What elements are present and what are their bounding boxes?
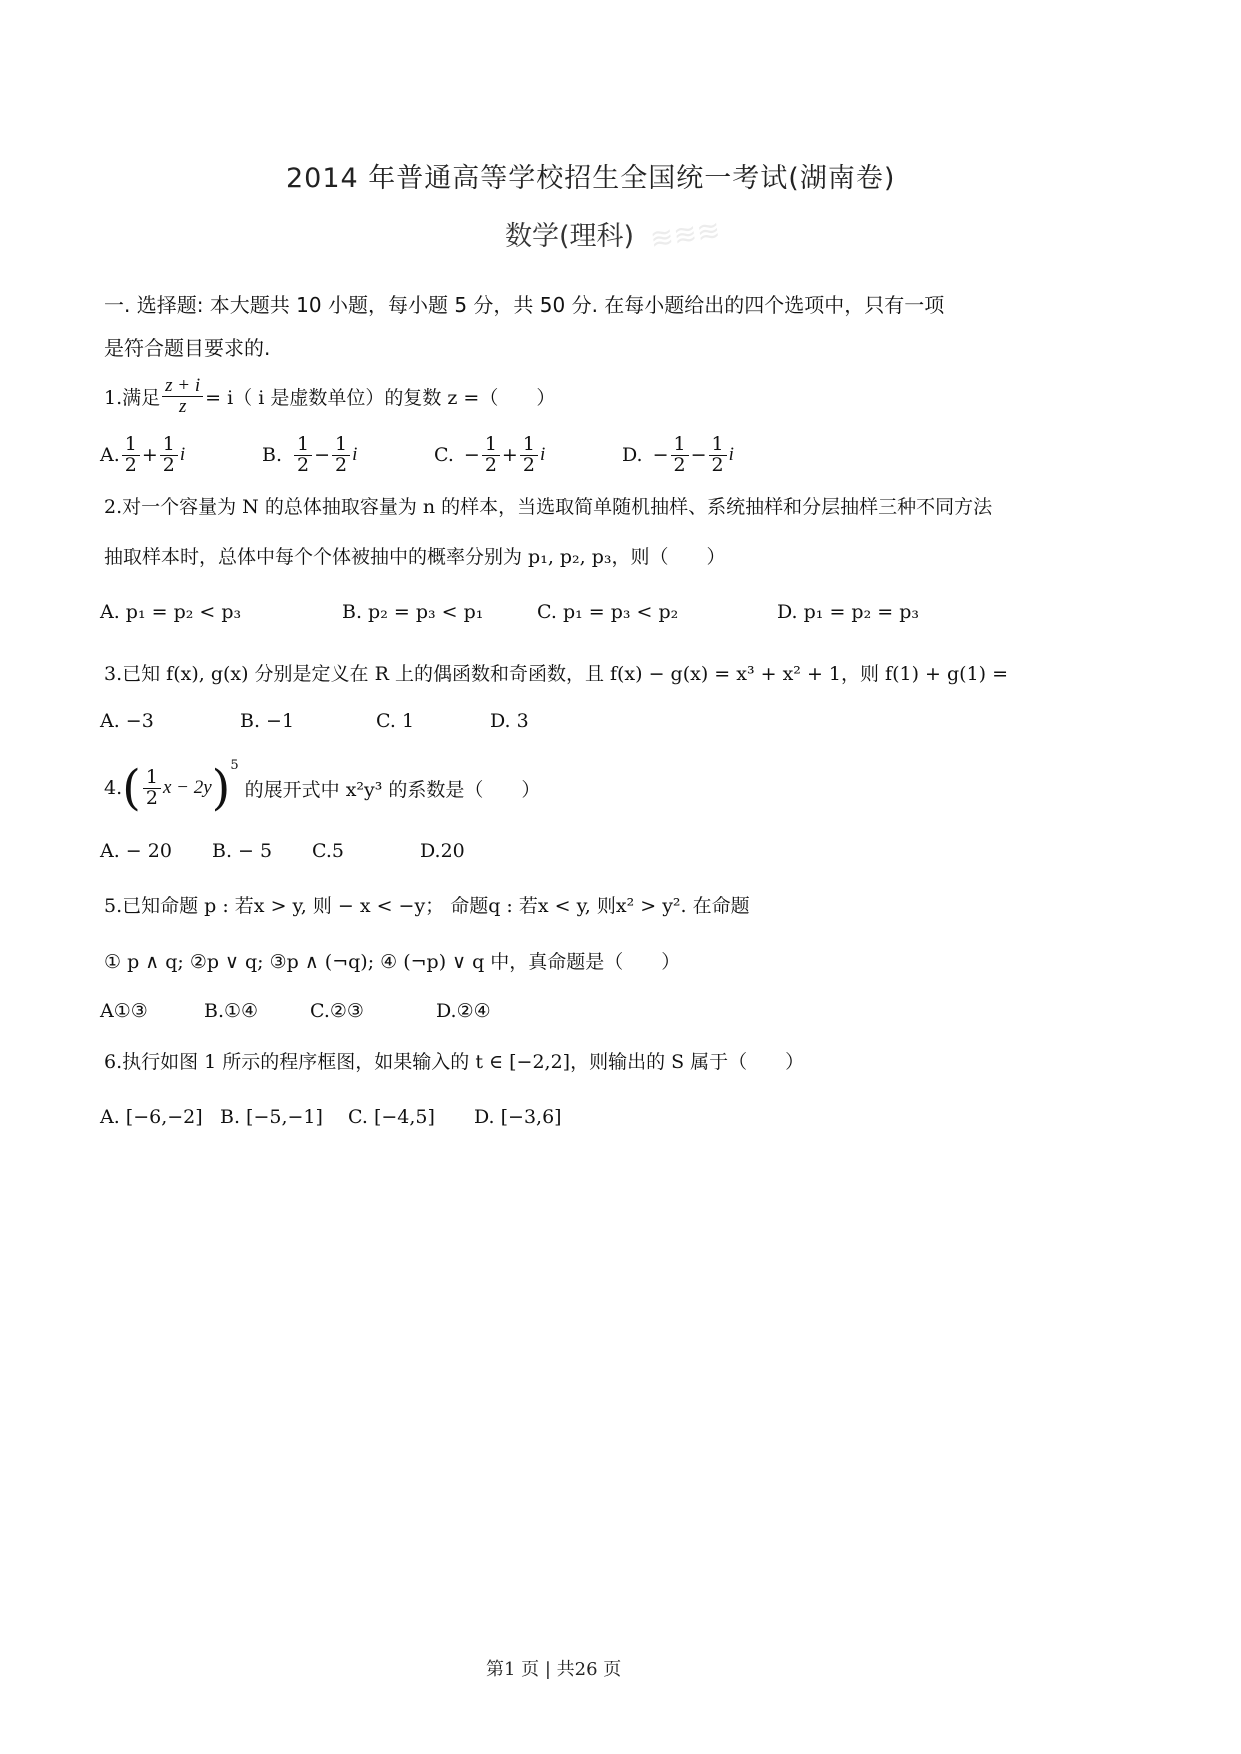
q1-num: 1 <box>122 435 140 456</box>
question-5-line1: 5.已知命题 p : 若x > y, 则 − x < −y； 命题q : 若x < y, 则x² > y². 在命题 <box>104 895 750 917</box>
q1-option-op: + <box>501 444 518 466</box>
q1-num: 1 <box>671 435 689 456</box>
q1-num: 1 <box>160 435 178 456</box>
page-footer: 第1 页 | 共26 页 <box>486 1659 622 1680</box>
q1-option-label: D. <box>622 444 643 466</box>
q3-option-b: B. −1 <box>240 710 295 732</box>
q6-option-a: A. [−6,−2] <box>100 1106 203 1128</box>
q1-option-frac <box>671 432 689 476</box>
q1-option-i: i <box>539 444 546 465</box>
q6-option-d: D. [−3,6] <box>474 1106 562 1128</box>
section-heading-line2: 是符合题目要求的. <box>104 336 271 360</box>
q2-option-c: C. p₁ = p₃ < p₂ <box>537 601 679 623</box>
q1-option-d <box>622 428 734 482</box>
watermark: ≋≋≋ <box>648 213 723 256</box>
q1-den: 2 <box>335 453 348 476</box>
page-title: 2014 年普通高等学校招生全国统一考试(湖南卷) <box>286 163 896 194</box>
q1-den: 2 <box>297 453 310 476</box>
q1-option-label: B. <box>262 444 283 466</box>
question-3: 3.已知 f(x), g(x) 分别是定义在 R 上的偶函数和奇函数，且 f(x) − g(x) = x³ + x² + 1，则 f(1) + g(1) = <box>104 663 1009 685</box>
q1-den: 2 <box>484 453 497 476</box>
q3-option-c: C. 1 <box>376 710 415 732</box>
q1-option-op: + <box>141 444 158 466</box>
question-1 <box>104 366 555 426</box>
question-2-line2: 抽取样本时，总体中每个个体被抽中的概率分别为 p₁, p₂, p₃，则（ ） <box>104 546 726 568</box>
q3-option-d: D. 3 <box>490 710 529 732</box>
q1-fraction <box>162 376 203 417</box>
q2-option-a: A. p₁ = p₂ < p₃ <box>100 601 242 623</box>
q1-option-frac <box>520 432 538 476</box>
q6-option-c: C. [−4,5] <box>348 1106 435 1128</box>
q4-frac-den: 2 <box>145 786 158 809</box>
q4-right-paren: ) <box>211 760 231 816</box>
q1-frac-num: z + i <box>162 376 203 397</box>
q4-frac-num: 1 <box>143 768 161 789</box>
q1-frac-den: z <box>178 395 187 417</box>
q4-option-a: A. − 20 <box>100 840 172 862</box>
q1-option-c <box>434 428 545 482</box>
q1-den: 2 <box>124 453 137 476</box>
q1-option-i: i <box>352 444 358 465</box>
q1-den: 2 <box>711 453 724 476</box>
q1-option-frac <box>332 432 350 476</box>
q4-rest: 的展开式中 x²y³ 的系数是（ ） <box>244 778 541 801</box>
q4-exponent: 5 <box>230 758 239 773</box>
q6-option-b: B. [−5,−1] <box>220 1106 323 1128</box>
q2-option-d: D. p₁ = p₂ = p₃ <box>777 601 919 623</box>
q4-prefix: 4. <box>104 777 123 799</box>
q1-option-frac <box>160 432 178 476</box>
q4-option-c: C.5 <box>312 840 344 862</box>
q1-option-i: i <box>728 444 734 465</box>
q2-option-b: B. p₂ = p₃ < p₁ <box>342 601 484 623</box>
q4-inner-rest: x − 2y <box>162 777 212 798</box>
q1-option-frac <box>709 432 727 476</box>
question-2-line1: 2.对一个容量为 N 的总体抽取容量为 n 的样本，当选取简单随机抽样、系统抽样和分层抽样三种不同方法 <box>104 496 993 518</box>
q1-num: 1 <box>332 435 350 456</box>
q1-option-op: − <box>690 444 707 466</box>
q5-option-a: A①③ <box>100 1000 148 1022</box>
q1-num: 1 <box>709 435 727 456</box>
page-subtitle: 数学(理科) <box>505 221 635 252</box>
q1-option-frac <box>122 432 140 476</box>
q5-option-b: B.①④ <box>204 1000 259 1022</box>
q1-option-sign: − <box>652 444 669 466</box>
q5-option-d: D.②④ <box>436 1000 491 1022</box>
question-5-line2: ① p ∧ q; ②p ∨ q; ③p ∧ (¬q); ④ (¬p) ∨ q 中，真命题是（ ） <box>104 951 681 973</box>
q1-den: 2 <box>162 453 175 476</box>
q1-option-frac <box>294 432 312 476</box>
question-4 <box>104 756 540 820</box>
q1-prefix: 1.满足 <box>104 386 161 409</box>
q4-fraction <box>143 765 161 809</box>
q4-left-paren: ( <box>122 760 141 816</box>
q1-option-label: C. <box>434 444 454 466</box>
q4-option-d: D.20 <box>420 840 465 862</box>
section-heading-line1: 一. 选择题: 本大题共 10 小题，每小题 5 分，共 50 分. 在每小题给出的四个选项中，只有一项 <box>104 293 945 317</box>
q1-option-i: i <box>179 444 186 465</box>
q1-option-op: − <box>314 444 331 466</box>
q5-option-c: C.②③ <box>310 1000 364 1022</box>
q1-option-a <box>100 428 185 482</box>
q1-option-sign: − <box>463 444 480 466</box>
q1-option-label: A. <box>100 444 120 466</box>
q1-option-b <box>262 428 357 482</box>
q3-option-a: A. −3 <box>100 710 154 732</box>
question-6: 6.执行如图 1 所示的程序框图，如果输入的 t ∈ [−2,2]，则输出的 S 属于（ ） <box>104 1051 805 1073</box>
q1-num: 1 <box>482 435 500 456</box>
q1-num: 1 <box>294 435 312 456</box>
q1-den: 2 <box>522 453 535 476</box>
q1-num: 1 <box>520 435 538 456</box>
q1-rest: = i（ i 是虚数单位）的复数 z =（ ） <box>205 386 556 409</box>
q1-den: 2 <box>673 453 686 476</box>
q1-option-frac <box>482 432 500 476</box>
q4-option-b: B. − 5 <box>212 840 273 862</box>
